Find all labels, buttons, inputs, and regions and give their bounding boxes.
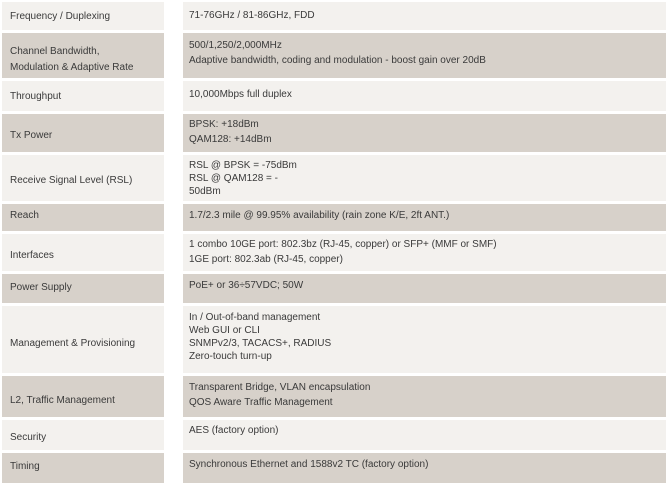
row-label [2, 155, 164, 201]
value-text: Zero-touch turn-up [189, 351, 272, 362]
value-text: Adaptive bandwidth, coding and modulation - boost gain over 20dB [189, 55, 486, 66]
value-text: Transparent Bridge, VLAN encapsulation [189, 382, 371, 393]
table-row [2, 204, 666, 231]
row-label [2, 376, 164, 417]
label-text: Modulation & Adaptive Rate [10, 62, 134, 73]
value-text: RSL @ BPSK = -75dBm [189, 160, 297, 171]
row-label [2, 453, 164, 483]
row-label [2, 420, 164, 450]
row-value [183, 2, 666, 30]
label-text: Power Supply [10, 281, 72, 293]
spec-table [2, 2, 666, 486]
value-text: 50dBm [189, 186, 221, 197]
value-text: 1GE port: 802.3ab (RJ-45, copper) [189, 254, 343, 265]
table-row [2, 81, 666, 111]
table-row [2, 376, 666, 417]
value-text: 1.7/2.3 mile @ 99.95% availability (rain zone K/E, 2ft ANT.) [189, 210, 450, 221]
label-text: Tx Power [10, 129, 53, 141]
table-row [2, 453, 666, 483]
row-value [183, 453, 666, 483]
row-label [2, 234, 164, 271]
label-text: Throughput [10, 90, 62, 102]
value-text: SNMPv2/3, TACACS+, RADIUS [189, 338, 332, 349]
row-value [183, 33, 666, 78]
row-label [2, 33, 164, 78]
label-text: Interfaces [10, 250, 54, 261]
row-label [2, 81, 164, 111]
label-text: Channel Bandwidth, [10, 46, 100, 57]
table-row [2, 274, 666, 303]
table-row [2, 234, 666, 271]
label-text: Security [10, 431, 47, 443]
value-text: Synchronous Ethernet and 1588v2 TC (factory option) [189, 459, 429, 470]
value-text: PoE+ or 36÷57VDC; 50W [189, 280, 304, 291]
table-row [2, 114, 666, 152]
value-text: Web GUI or CLI [189, 325, 260, 336]
value-text: 71-76GHz / 81-86GHz, FDD [189, 10, 315, 21]
table-row [2, 420, 666, 450]
value-text: RSL @ QAM128 = - [189, 173, 278, 184]
row-label [2, 274, 164, 303]
label-text: Reach [10, 210, 39, 221]
table-row [2, 306, 666, 373]
label-text: L2, Traffic Management [10, 395, 115, 406]
row-value [183, 234, 666, 271]
value-text: BPSK: +18dBm [189, 119, 259, 130]
label-text: Frequency / Duplexing [10, 10, 111, 22]
value-text: 10,000Mbps full duplex [189, 89, 292, 100]
row-value [183, 204, 666, 231]
label-text: Receive Signal Level (RSL) [10, 174, 133, 186]
label-text: Management & Provisioning [10, 338, 136, 349]
row-label [2, 306, 164, 373]
table-row [2, 33, 666, 78]
value-text: 500/1,250/2,000MHz [189, 40, 282, 51]
value-text: 1 combo 10GE port: 802.3bz (RJ-45, copper) or SFP+ (MMF or SMF) [189, 239, 497, 250]
row-value [183, 376, 666, 417]
row-value [183, 306, 666, 373]
value-text: QOS Aware Traffic Management [189, 397, 333, 408]
row-value [183, 81, 666, 111]
row-value [183, 274, 666, 303]
table-row [2, 155, 666, 201]
table-row [2, 2, 666, 30]
value-text: In / Out-of-band management [189, 312, 321, 323]
row-label [2, 204, 164, 231]
row-value [183, 420, 666, 450]
label-text: Timing [10, 460, 40, 472]
row-value [183, 114, 666, 152]
row-label [2, 114, 164, 152]
row-value [183, 155, 666, 201]
row-label [2, 2, 164, 30]
value-text: AES (factory option) [189, 425, 279, 436]
value-text: QAM128: +14dBm [189, 134, 272, 145]
